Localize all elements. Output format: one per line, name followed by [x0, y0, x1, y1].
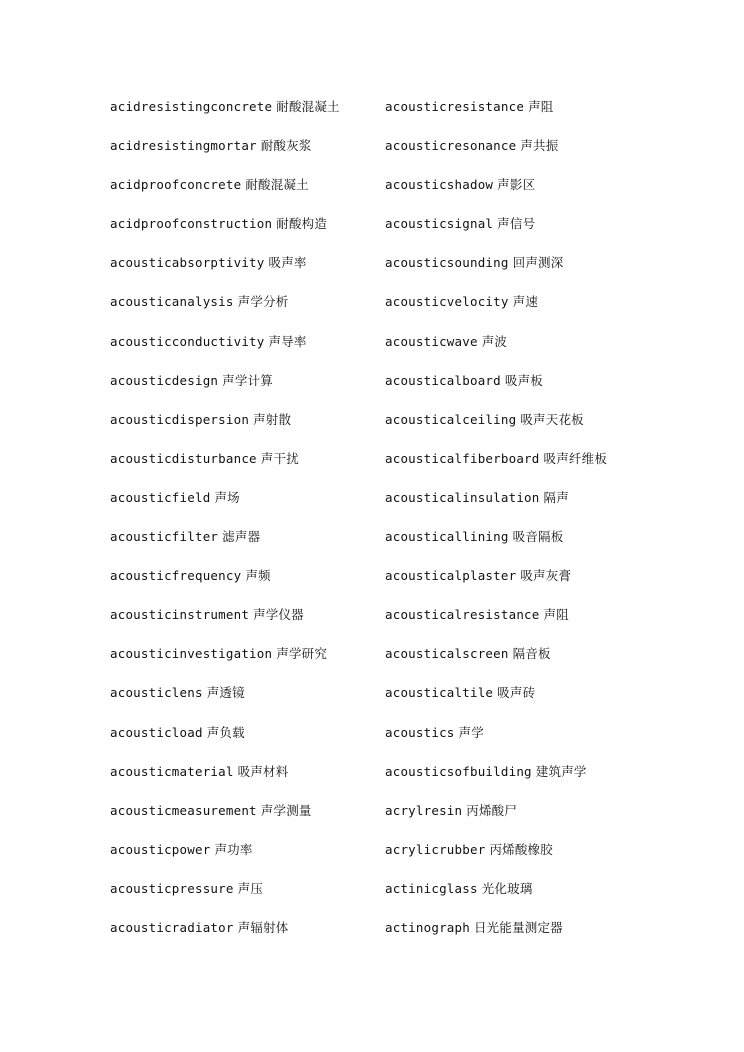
glossary-entry: [110, 96, 380, 135]
entry-translation: 光化玻璃: [481, 880, 533, 896]
entry-term: acousticfilter: [110, 529, 219, 545]
glossary-entry: [385, 565, 725, 604]
glossary-entry: [385, 722, 725, 761]
entry-translation: 吸声率: [268, 255, 307, 271]
entry-term: actinicglass: [385, 880, 478, 896]
entry-term: acousticfrequency: [110, 568, 242, 584]
glossary-entry: [385, 252, 725, 291]
glossary-entry: [110, 526, 380, 565]
entry-term: acousticlens: [110, 685, 203, 701]
entry-term: acousticanalysis: [110, 294, 234, 310]
entry-term: acousticallining: [385, 529, 509, 545]
glossary-entry: [110, 487, 380, 526]
entry-translation: 声学仪器: [253, 607, 304, 623]
entry-translation: 丙烯酸尸: [466, 802, 518, 818]
entry-translation: 耐酸混凝土: [276, 99, 340, 114]
entry-term: acousticdesign: [110, 372, 219, 388]
entry-term: acousticsignal: [385, 216, 494, 232]
glossary-entry: [385, 526, 725, 565]
glossary-entry: [110, 448, 380, 487]
glossary-entry: [110, 370, 380, 409]
entry-translation: 声波: [481, 333, 508, 349]
glossary-left-column: [110, 96, 380, 956]
entry-term: acousticmeasurement: [110, 802, 257, 818]
entry-translation: 丙烯酸橡胶: [489, 841, 553, 857]
glossary-entry: [110, 252, 380, 291]
entry-term: acousticresistance: [385, 99, 525, 114]
glossary-entry: [385, 448, 725, 487]
glossary-entry: [385, 331, 725, 370]
entry-term: acousticfield: [110, 489, 211, 505]
entry-translation: 声频: [245, 568, 271, 584]
entry-translation: 声共振: [520, 138, 559, 154]
entry-term: acidproofconcrete: [110, 177, 242, 193]
glossary-entry: [110, 800, 380, 839]
entry-term: acousticsofbuilding: [385, 763, 532, 779]
entry-translation: 声场: [214, 489, 240, 505]
entry-term: acoustics: [385, 724, 455, 740]
glossary-entry: [385, 643, 725, 682]
entry-translation: 隔声: [543, 489, 569, 505]
glossary-entry: [385, 96, 725, 135]
glossary-entry: [110, 643, 380, 682]
entry-term: acousticdisturbance: [110, 450, 257, 466]
entry-term: acousticinstrument: [110, 607, 250, 623]
entry-term: acidproofconstruction: [110, 216, 273, 232]
glossary-entry: [385, 487, 725, 526]
entry-term: acousticmaterial: [110, 763, 234, 779]
glossary-entry: [110, 291, 380, 330]
glossary-entry: [110, 565, 380, 604]
entry-term: acousticwave: [385, 333, 478, 349]
glossary-entry: [110, 917, 380, 956]
glossary-entry: [385, 370, 725, 409]
entry-term: acousticabsorptivity: [110, 255, 265, 271]
glossary-entry: [110, 878, 380, 917]
entry-translation: 吸声天花板: [520, 411, 584, 427]
entry-term: actinograph: [385, 919, 470, 935]
glossary-entry: [110, 174, 380, 213]
entry-translation: 声干扰: [260, 450, 299, 466]
entry-translation: 滤声器: [222, 529, 261, 545]
entry-translation: 声射散: [253, 411, 292, 427]
entry-translation: 声导率: [268, 333, 307, 349]
entry-translation: 声学研究: [276, 646, 328, 662]
entry-translation: 耐酸混凝土: [245, 177, 309, 193]
entry-translation: 声影区: [497, 177, 536, 193]
glossary-entry: [110, 722, 380, 761]
entry-translation: 声学分析: [237, 294, 289, 310]
glossary-entry: [385, 604, 725, 643]
glossary-entry: [110, 604, 380, 643]
entry-term: acidresistingmortar: [110, 138, 257, 154]
entry-term: acousticload: [110, 724, 203, 740]
entry-translation: 声压: [237, 880, 264, 896]
glossary-entry: [385, 917, 725, 956]
entry-translation: 建筑声学: [535, 763, 587, 779]
entry-translation: 声信号: [497, 216, 536, 232]
glossary-entry: [110, 839, 380, 878]
entry-term: acidresistingconcrete: [110, 99, 273, 114]
entry-translation: 声学: [458, 724, 484, 740]
entry-term: acousticpressure: [110, 880, 234, 896]
entry-term: acousticshadow: [385, 177, 494, 193]
entry-term: acousticvelocity: [385, 294, 509, 310]
glossary-entry: [385, 291, 725, 330]
entry-term: acousticalscreen: [385, 646, 509, 662]
entry-term: acousticdispersion: [110, 411, 250, 427]
entry-term: acousticalresistance: [385, 607, 540, 623]
glossary-entry: [385, 800, 725, 839]
entry-translation: 声阻: [528, 99, 554, 114]
glossary-entry: [385, 135, 725, 174]
entry-term: acousticresonance: [385, 138, 517, 154]
entry-translation: 吸声灰膏: [520, 568, 572, 584]
glossary-entry: [110, 135, 380, 174]
glossary-entry: [385, 174, 725, 213]
entry-translation: 声学测量: [260, 802, 312, 818]
glossary-entry: [110, 761, 380, 800]
entry-term: acousticalboard: [385, 372, 501, 388]
entry-term: acousticalceiling: [385, 411, 517, 427]
entry-translation: 吸声纤维板: [543, 450, 608, 466]
entry-term: acousticconductivity: [110, 333, 265, 349]
entry-term: acousticsounding: [385, 255, 509, 271]
entry-translation: 声学计算: [222, 372, 273, 388]
glossary-entry: [110, 213, 380, 252]
glossary-entry: [110, 409, 380, 448]
entry-term: acousticaltile: [385, 685, 494, 701]
glossary-right-column: [385, 96, 725, 956]
glossary-entry: [110, 682, 380, 721]
glossary-entry: [385, 409, 725, 448]
entry-term: acrylicrubber: [385, 841, 486, 857]
entry-translation: 声辐射体: [237, 919, 289, 935]
glossary-entry: [385, 761, 725, 800]
glossary-entry: [385, 682, 725, 721]
entry-translation: 吸声砖: [497, 685, 536, 701]
entry-translation: 声阻: [543, 607, 569, 623]
entry-term: acousticradiator: [110, 919, 234, 935]
entry-translation: 耐酸灰浆: [260, 138, 312, 154]
entry-translation: 吸声材料: [237, 763, 289, 779]
entry-translation: 声功率: [214, 841, 253, 857]
entry-term: acousticalplaster: [385, 568, 517, 584]
entry-translation: 声透镜: [206, 685, 245, 701]
entry-translation: 回声测深: [512, 255, 564, 271]
entry-term: acousticalinsulation: [385, 489, 540, 505]
entry-translation: 声负载: [206, 724, 245, 740]
glossary-entry: [385, 878, 725, 917]
entry-term: acousticalfiberboard: [385, 450, 540, 466]
entry-term: acousticinvestigation: [110, 646, 273, 662]
entry-term: acousticpower: [110, 841, 211, 857]
entry-translation: 日光能量测定器: [473, 919, 563, 935]
entry-translation: 吸声板: [504, 372, 543, 388]
entry-translation: 吸音隔板: [512, 529, 564, 545]
glossary-entry: [385, 213, 725, 252]
entry-translation: 耐酸构造: [276, 216, 328, 232]
entry-translation: 声速: [512, 294, 539, 310]
entry-term: acrylresin: [385, 802, 463, 818]
entry-translation: 隔音板: [512, 646, 551, 662]
glossary-entry: [110, 331, 380, 370]
glossary-entry: [385, 839, 725, 878]
